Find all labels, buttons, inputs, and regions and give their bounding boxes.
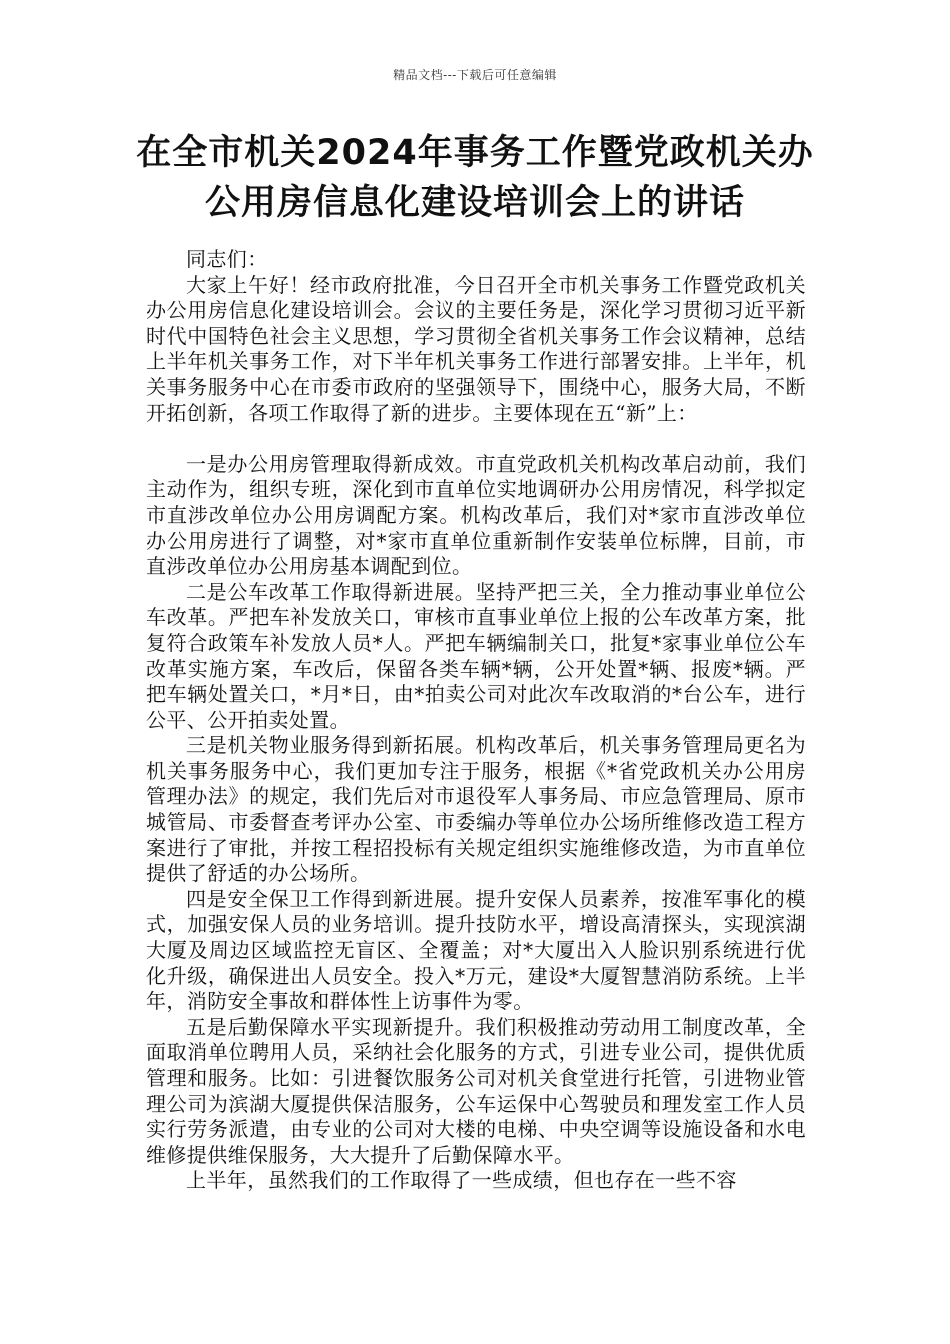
paragraph-opening: 大家上午好！经市政府批准，今日召开全市机关事务工作暨党政机关办公用房信息化建设培训会。会议的主要任务是，深化学习贯彻习近平新时代中国特色社会主义思想，学习贯彻全省机关事务工作会议精神，总结上半年机关事务工作，对下半年机关事务工作进行部署安排。上半年，机关事务服务中心在市委市政府的坚强领导下，围绕中心，服务大局，不断开拓创新，各项工作取得了新的进步。主要体现在五“新”上： (146, 272, 806, 425)
paragraph-property-services: 三是机关物业服务得到新拓展。机构改革后，机关事务管理局更名为机关事务服务中心，我们更加专注于服务，根据《*省党政机关办公用房管理办法》的规定，我们先后对市退役军人事务局、市应急管理局、原市城管局、市委督查考评办公室、市委编办等单位办公场所维修改造工程方案进行了审批，并按工程招投标有关规定组织实施维修改造，为市直单位提供了舒适的办公场所。 (146, 733, 806, 886)
paragraph-office-housing: 一是办公用房管理取得新成效。市直党政机关机构改革启动前，我们主动作为，组织专班，深化到市直单位实地调研办公用房情况，科学拟定市直涉改单位办公用房调配方案。机构改革后，我们对*家市直涉改单位办公用房进行了调整，对*家市直单位重新制作安装单位标牌，目前，市直涉改单位办公用房基本调配到位。 (146, 451, 806, 579)
paragraph-closing: 上半年，虽然我们的工作取得了一些成绩，但也存在一些不容 (186, 1168, 737, 1193)
paragraph-logistics: 五是后勤保障水平实现新提升。我们积极推动劳动用工制度改革，全面取消单位聘用人员，采纳社会化服务的方式，引进专业公司，提供优质管理和服务。比如：引进餐饮服务公司对机关食堂进行托管，引进物业管理公司为滨湖大厦提供保洁服务，公车运保中心驾驶员和理发室工作人员实行劳务派遣，由专业的公司对大楼的电梯、中央空调等设施设备和水电维修提供维保服务，大大提升了后勤保障水平。 (146, 1014, 806, 1167)
salutation: 同志们： (186, 247, 268, 271)
document-body (146, 247, 806, 1194)
paragraph-vehicle-reform: 二是公车改革工作取得新进展。坚持严把三关，全力推动事业单位公车改革。严把车补发放关口，审核市直事业单位上报的公车改革方案，批复符合政策车补发放人员*人。严把车辆编制关口，批复*家事业单位公车改革实施方案，车改后，保留各类车辆*辆，公开处置*辆、报废*辆。严把车辆处置关口，*月*日，由*拍卖公司对此次车改取消的*台公车，进行公平、公开拍卖处置。 (146, 579, 806, 732)
document-title: 在全市机关2024年事务工作暨党政机关办公用房信息化建设培训会上的讲话 (136, 133, 814, 223)
page-header: 精品文档---下载后可任意编辑 (393, 68, 557, 82)
paragraph-security: 四是安全保卫工作得到新进展。提升安保人员素养，按准军事化的模式，加强安保人员的业务培训。提升技防水平，增设高清探头，实现滨湖大厦及周边区域监控无盲区、全覆盖；对*大厦出入人脸识别系统进行优化升级，确保进出人员安全。投入*万元，建设*大厦智慧消防系统。上半年，消防安全事故和群体性上访事件为零。 (146, 886, 806, 1014)
